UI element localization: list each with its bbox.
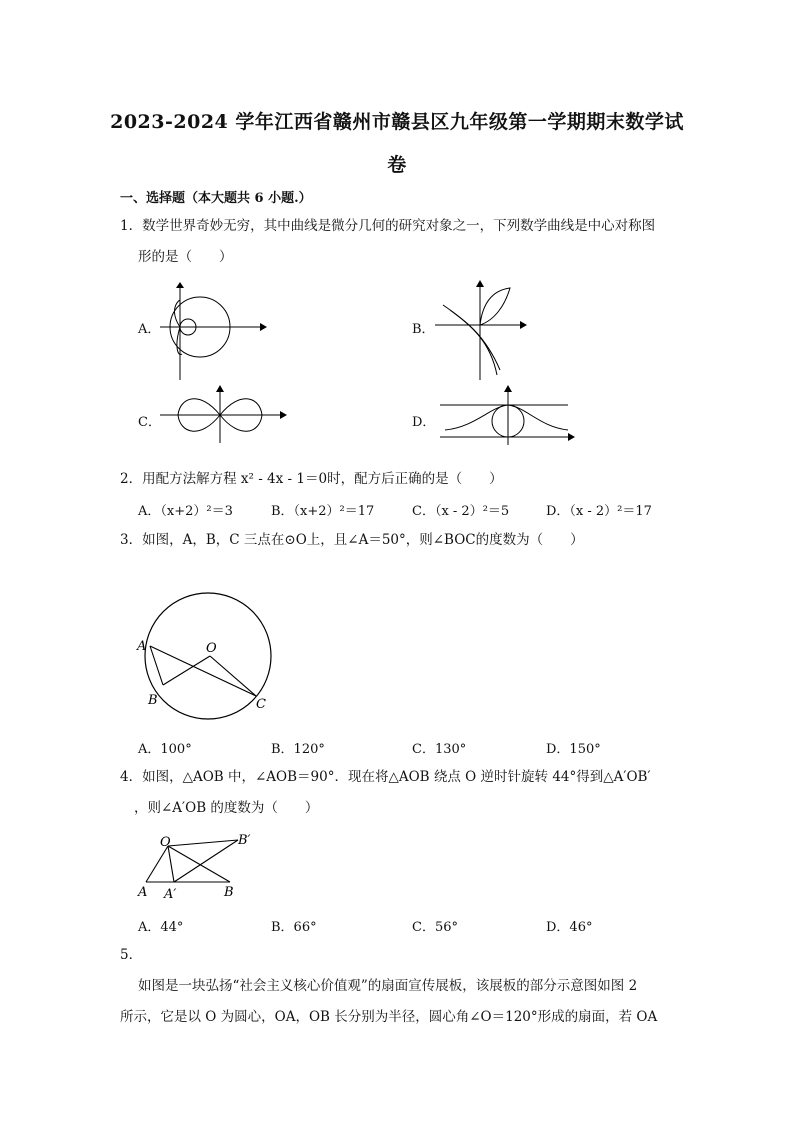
q4-option-d: D．46° (546, 920, 593, 935)
q1-option-d-label: D． (412, 415, 436, 430)
q1-option-a-label: A． (138, 322, 161, 337)
q4-label-a-prime: A′ (164, 887, 177, 902)
q4-option-a: A．44° (138, 920, 184, 935)
question-5-text: 如图是一块弘扬“社会主义核心价值观”的扇面宣传展板，该展板的部分示意图如图 2 (138, 978, 638, 994)
question-5-number: 5． (120, 947, 143, 963)
q1-option-b-figure (435, 280, 530, 380)
q4-label-b: B (224, 885, 234, 900)
exam-title-continued: 卷 (387, 154, 407, 176)
section-heading: 一、选择题（本大题共 6 小题.） (120, 191, 312, 206)
q3-label-b: B (148, 693, 158, 708)
question-1-text: 1．数学世界奇妙无穷，其中曲线是微分几何的研究对象之一，下列数学曲线是中心对称图 (120, 218, 656, 234)
question-2-text: 2．用配方法解方程 x² - 4x - 1＝0时，配方后正确的是（ ） (120, 471, 503, 487)
q2-option-b: B．（x+2）²＝17 (271, 504, 375, 519)
q3-label-a: A (137, 639, 147, 654)
question-5-text-continued: 所示，它是以 O 为圆心，OA，OB 长分别为半径，圆心角∠O＝120°形成的扇面，若 OA (120, 1009, 658, 1025)
q1-option-b-label: B． (412, 322, 435, 337)
q3-option-a: A．100° (138, 742, 192, 757)
question-3-text: 3．如图，A，B，C 三点在⊙O上，且∠A＝50°，则∠BOC的度数为（ ） (120, 532, 584, 548)
q2-option-d: D．（x - 2）²＝17 (546, 504, 652, 519)
q1-option-a-figure (160, 282, 270, 382)
q4-label-o: O (160, 835, 171, 850)
q3-option-d: D．150° (546, 742, 601, 757)
q4-label-b-prime: B′ (238, 833, 251, 848)
q2-option-c: C．（x - 2）²＝5 (412, 504, 510, 519)
question-1-text-continued: 形的是（ ） (138, 249, 233, 265)
q3-option-b: B．120° (271, 742, 325, 757)
q4-triangle-figure (134, 830, 274, 902)
q3-label-o: O (206, 641, 217, 656)
q4-option-c: C．56° (412, 920, 458, 935)
q3-label-c: C (256, 697, 266, 712)
q1-option-d-figure (440, 385, 580, 447)
q4-label-a: A (138, 885, 148, 900)
q3-option-c: C．130° (412, 742, 467, 757)
question-4-text-continued: ，则∠A′OB 的度数为（ ） (134, 800, 319, 816)
exam-title: 2023-2024 学年江西省赣州市赣县区九年级第一学期期末数学试 (110, 111, 684, 133)
q3-circle-figure (134, 592, 284, 722)
q4-option-b: B．66° (271, 920, 317, 935)
q1-option-c-label: C． (138, 415, 161, 430)
question-4-text: 4．如图，△AOB 中，∠AOB＝90°．现在将△AOB 绕点 O 逆时针旋转 44°得到△A′OB′ (120, 769, 651, 785)
q2-option-a: A．（x+2）²＝3 (138, 504, 233, 519)
q1-option-c-figure (160, 385, 290, 445)
